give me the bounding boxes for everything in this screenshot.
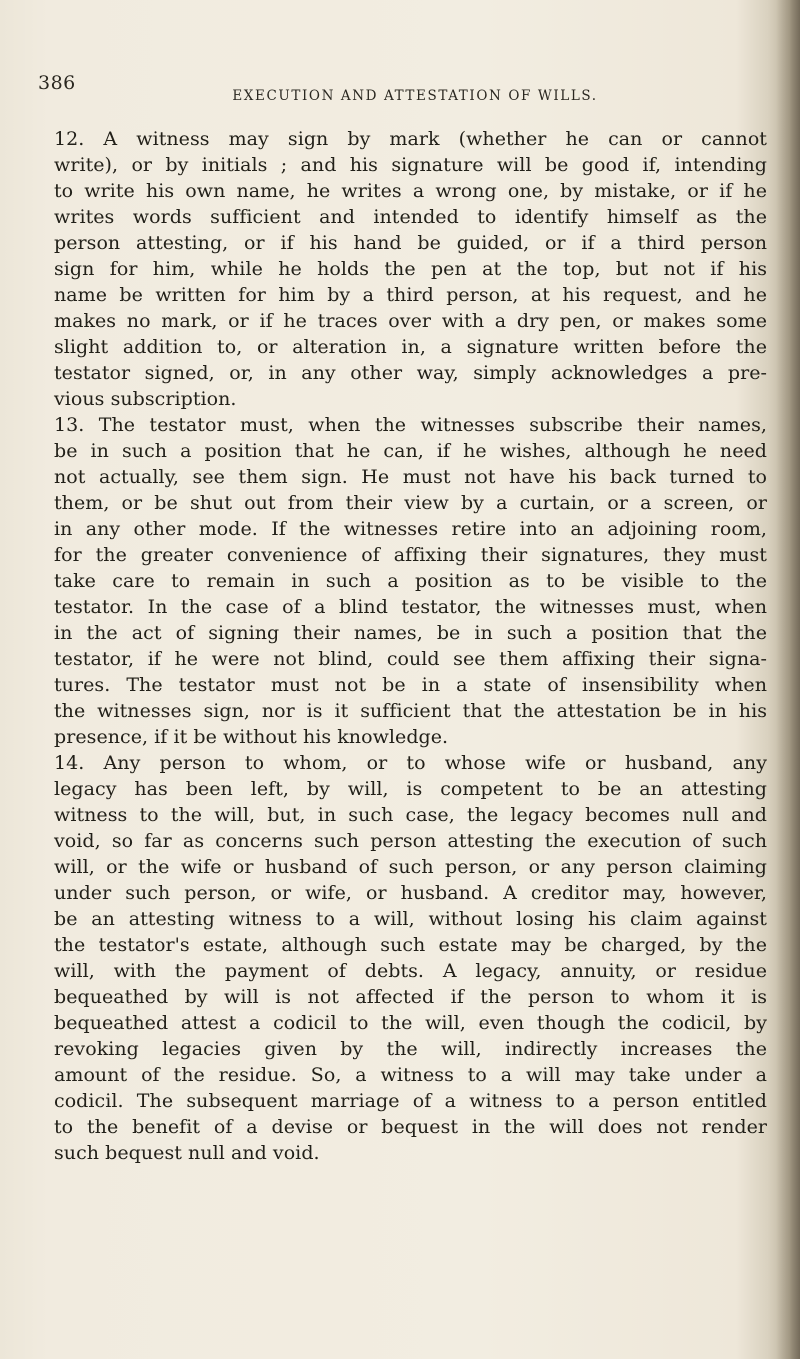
text-line: to the benefit of a devise or bequest in the will does not render [54, 1116, 767, 1138]
text-line: such bequest null and void. [54, 1142, 320, 1164]
text-line: makes no mark, or if he traces over with a dry pen, or makes some [54, 310, 767, 332]
text-line: bequeathed attest a codicil to the will, even though the codicil, by [54, 1012, 767, 1034]
text-line: write), or by initials ; and his signature will be good if, intending [54, 154, 767, 176]
page-number: 386 [38, 72, 76, 94]
text-line: in any other mode. If the witnesses retire into an adjoining room, [54, 518, 767, 540]
text-line: amount of the residue. So, a witness to a will may take under a [54, 1064, 767, 1086]
text-line: bequeathed by will is not affected if the person to whom it is [54, 986, 767, 1008]
text-line: witness to the will, but, in such case, the legacy becomes null and [54, 804, 767, 826]
text-line: testator. In the case of a blind testator, the witnesses must, when [54, 596, 767, 618]
text-line: them, or be shut out from their view by a curtain, or a screen, or [54, 492, 767, 514]
text-line: name be written for him by a third person, at his request, and he [54, 284, 767, 306]
text-line: 13. The testator must, when the witnesses subscribe their names, [54, 414, 767, 436]
text-line: the testator's estate, although such estate may be charged, by the [54, 934, 767, 956]
text-line: slight addition to, or alteration in, a signature written before the [54, 336, 767, 358]
text-line: revoking legacies given by the will, indirectly increases the [54, 1038, 767, 1060]
text-line: not actually, see them sign. He must not have his back turned to [54, 466, 767, 488]
text-line: 14. Any person to whom, or to whose wife or husband, any [54, 752, 767, 774]
text-line: be an attesting witness to a will, without losing his claim against [54, 908, 767, 930]
text-line: will, or the wife or husband of such person, or any person claiming [54, 856, 767, 878]
text-line: will, with the payment of debts. A legacy, annuity, or residue [54, 960, 767, 982]
text-line: in the act of signing their names, be in such a position that the [54, 622, 767, 644]
text-line: take care to remain in such a position as to be visible to the [54, 570, 767, 592]
text-line: 12. A witness may sign by mark (whether he can or cannot [54, 128, 767, 150]
text-line: presence, if it be without his knowledge. [54, 726, 449, 748]
running-head [0, 0, 800, 110]
text-line: writes words sufficient and intended to identify himself as the [54, 206, 767, 228]
text-line: vious subscription. [54, 388, 237, 410]
body-text [54, 126, 767, 1166]
running-title: EXECUTION AND ATTESTATION OF WILLS. [232, 88, 598, 104]
page-edge-shadow [776, 0, 800, 1359]
text-line: sign for him, while he holds the pen at the top, but not if his [54, 258, 767, 280]
text-line: codicil. The subsequent marriage of a witness to a person entitled [54, 1090, 767, 1112]
text-line: tures. The testator must not be in a state of insensibility when [54, 674, 767, 696]
text-line: for the greater convenience of affixing their signatures, they must [54, 544, 767, 566]
text-line: be in such a position that he can, if he wishes, although he need [54, 440, 767, 462]
text-line: testator, if he were not blind, could see them affixing their signa- [54, 648, 767, 670]
text-line: the witnesses sign, nor is it sufficient that the attestation be in his [54, 700, 767, 722]
text-line: to write his own name, he writes a wrong one, by mistake, or if he [54, 180, 767, 202]
text-line: testator signed, or, in any other way, simply acknowledges a pre- [54, 362, 767, 384]
text-line: void, so far as concerns such person attesting the execution of such [54, 830, 767, 852]
text-line: legacy has been left, by will, is competent to be an attesting [54, 778, 767, 800]
text-line: under such person, or wife, or husband. A creditor may, however, [54, 882, 767, 904]
text-line: person attesting, or if his hand be guided, or if a third person [54, 232, 767, 254]
